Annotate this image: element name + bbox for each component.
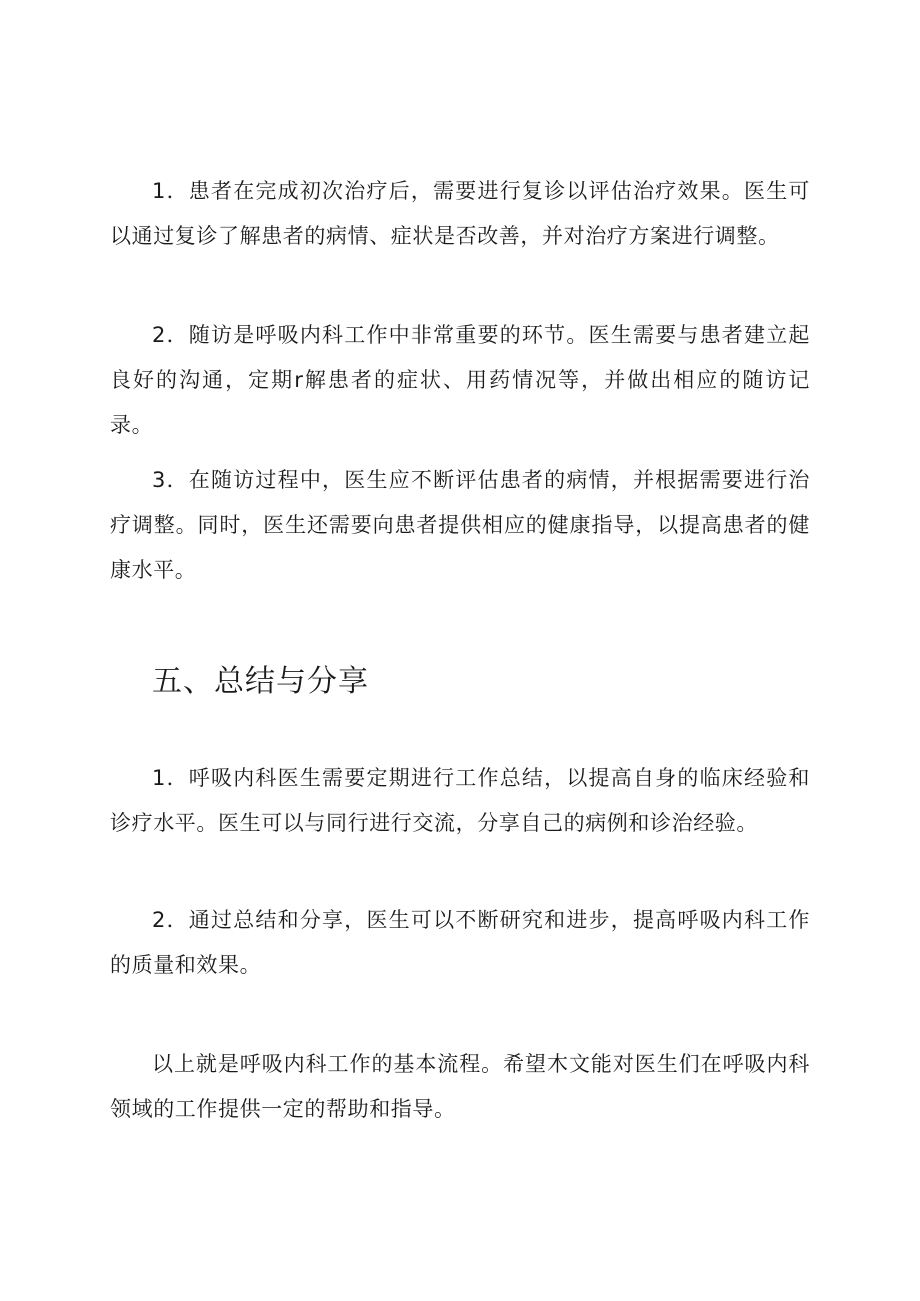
- paragraph-summary-2: 2．通过总结和分享，医生可以不断研究和进步，提高呼吸内科工作的质量和效果。: [110, 908, 810, 977]
- paragraph-followup-1: 1．患者在完成初次治疗后，需要进行复诊以评估治疗效果。医生可以通过复诊了解患者的病情、症状是否改善，并对治疗方案进行调整。: [110, 179, 810, 248]
- paragraph-summary-1: 1．呼吸内科医生需要定期进行工作总结，以提高自身的临床经验和诊疗水平。医生可以与同行进行交流，分享自己的病例和诊治经验。: [110, 766, 810, 835]
- paragraph-followup-3: 3．在随访过程中，医生应不断评估患者的病情，并根据需要进行治疗调整。同时，医生还需要向患者提供相应的健康指导，以提高患者的健康水平。: [110, 468, 810, 582]
- paragraph-followup-2: 2．随访是呼吸内科工作中非常重要的环节。医生需要与患者建立起良好的沟通，定期r解患者的症状、用药情况等，并做出相应的随访记录。: [110, 323, 810, 437]
- paragraph-conclusion: 以上就是呼吸内科工作的基本流程。希望木文能对医生们在呼吸内科领域的工作提供一定的帮助和指导。: [110, 1052, 810, 1121]
- section-heading-summary: 五、总结与分享: [152, 664, 369, 699]
